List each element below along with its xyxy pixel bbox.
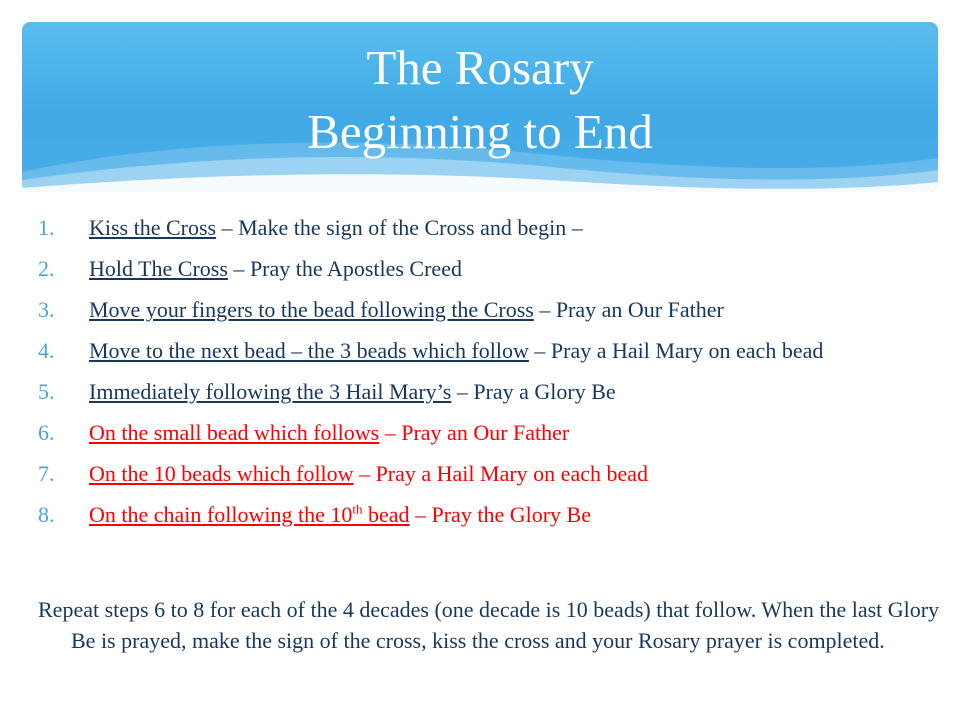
step-text: – Pray the Glory Be <box>409 502 591 527</box>
repeat-instructions: Repeat steps 6 to 8 for each of the 4 decades (one decade is 10 beads) that follow. When the last Glory Be is prayed, make the sign of the cross, kiss the cross and your Rosary prayer is completed. <box>38 597 940 653</box>
step-link[interactable]: Move your fingers to the bead following the Cross <box>89 297 534 322</box>
page-title-line2: Beginning to End <box>307 104 653 159</box>
step-number: 3. <box>38 297 55 322</box>
step-link-text-end: bead <box>362 502 410 527</box>
step-item <box>38 296 950 323</box>
step-text: – Pray an Our Father <box>533 297 724 322</box>
page-title-line1: The Rosary <box>366 40 594 95</box>
step-text: – Make the sign of the Cross and begin – <box>216 215 583 240</box>
steps-list <box>38 214 950 542</box>
step-link[interactable]: Immediately following the 3 Hail Mary’s <box>89 379 452 404</box>
step-item <box>38 419 950 446</box>
step-link[interactable]: On the small bead which follows <box>89 420 380 445</box>
step-link[interactable] <box>89 502 410 527</box>
step-number: 7. <box>38 461 55 486</box>
step-link[interactable]: Hold The Cross <box>89 256 228 281</box>
step-item <box>38 255 950 282</box>
ordinal-suffix: th <box>352 501 363 517</box>
step-item <box>38 378 950 405</box>
step-item <box>38 214 950 241</box>
step-text: – Pray a Hail Mary on each bead <box>528 338 824 363</box>
step-link[interactable]: Kiss the Cross <box>89 215 217 240</box>
step-link[interactable]: Move to the next bead – the 3 beads which follow <box>89 338 529 363</box>
step-item <box>38 337 950 364</box>
step-item <box>38 460 950 487</box>
step-text: – Pray a Glory Be <box>451 379 616 404</box>
step-number: 6. <box>38 420 55 445</box>
step-number: 1. <box>38 215 55 240</box>
step-item <box>38 501 950 528</box>
step-number: 2. <box>38 256 55 281</box>
step-link-text: On the chain following the 10 <box>89 502 353 527</box>
step-number: 5. <box>38 379 55 404</box>
step-number: 4. <box>38 338 55 363</box>
step-number: 8. <box>38 502 55 527</box>
step-link[interactable]: On the 10 beads which follow <box>89 461 354 486</box>
step-text: – Pray an Our Father <box>379 420 570 445</box>
step-text: – Pray the Apostles Creed <box>227 256 462 281</box>
step-text: – Pray a Hail Mary on each bead <box>353 461 649 486</box>
